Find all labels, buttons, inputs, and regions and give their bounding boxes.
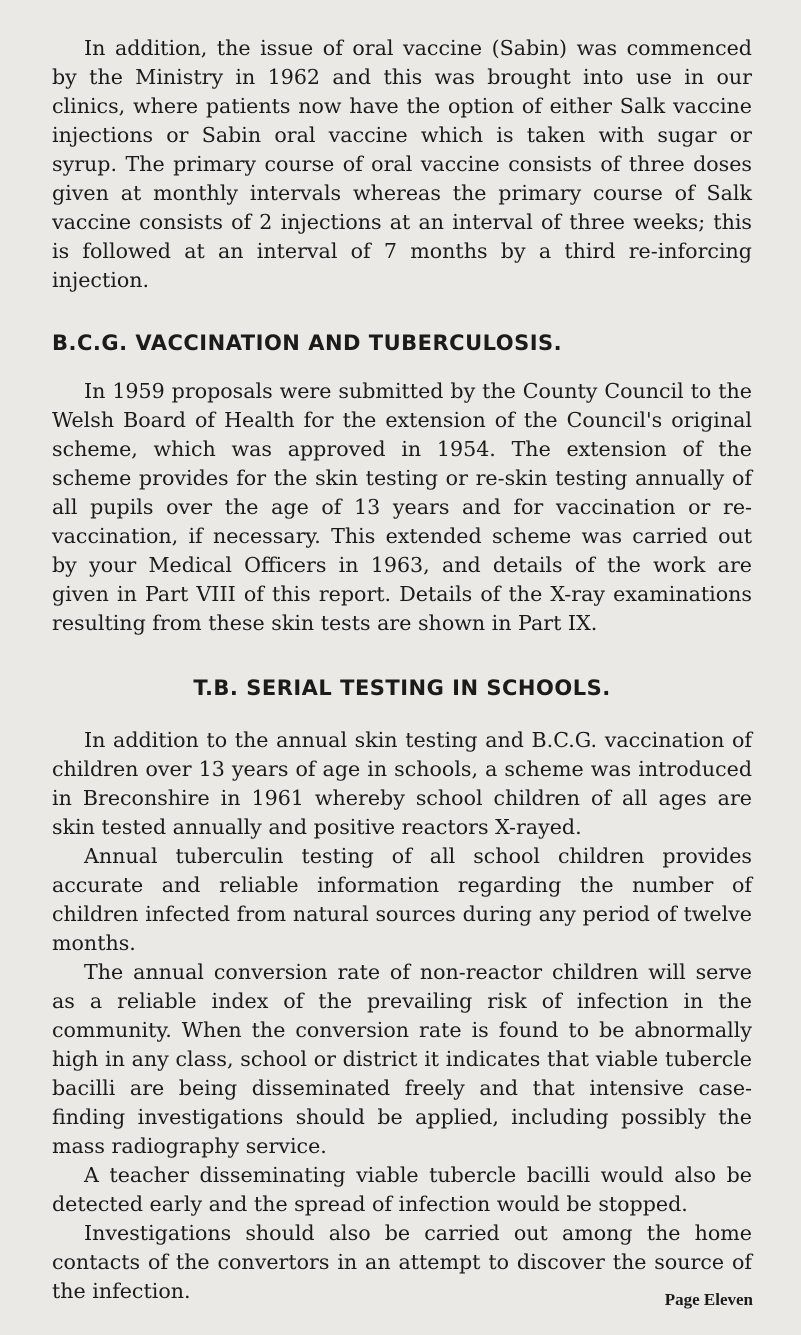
intro-paragraph: In addition, the issue of oral vaccine (Sabin) was commenced by the Ministry in 1962 and this was brought into use in our clinics, where patients now have the option of either Salk vaccine injections or Sabin oral vaccine which is taken with sugar or syrup. The primary course of oral vaccine consists of three doses given at monthly intervals whereas the primary course of Salk vaccine consists of 2 injections at an interval of three weeks; this is followed at an interval of 7 months by a third re-inforcing injection. bbox=[52, 36, 752, 292]
tb-paragraph: A teacher disseminating viable tubercle bacilli would also be detected early and the spread of infection would be stopped. bbox=[52, 1163, 752, 1216]
tb-paragraph: Annual tuberculin testing of all school children provides accurate and reliable information regarding the number of children infected from natural sources during any period of twelve months. bbox=[52, 844, 752, 955]
page-number-label: Page Eleven bbox=[664, 1290, 753, 1309]
tb-paragraph: In addition to the annual skin testing and B.C.G. vaccination of children over 13 years of age in schools, a scheme was introduced in Breconshire in 1961 whereby school children of all ages are skin tested annually and positive reactors X-rayed. bbox=[52, 728, 752, 839]
tb-paragraph: Investigations should also be carried out among the home contacts of the convertors in an attempt to discover the source of the infection. bbox=[52, 1221, 752, 1303]
section-heading-tb-serial-testing: T.B. SERIAL TESTING IN SCHOOLS. bbox=[193, 676, 611, 700]
tb-paragraph: The annual conversion rate of non-reactor children will serve as a reliable index of the prevailing risk of infection in the community. When the conversion rate is found to be abnormally high in any class, school or district it indicates that viable tubercle bacilli are being disseminated freely and that intensive case-finding investigations should be applied, including possibly the mass radiography service. bbox=[52, 960, 752, 1158]
section-heading-bcg: B.C.G. VACCINATION AND TUBERCULOSIS. bbox=[52, 331, 563, 355]
document-page bbox=[52, 34, 752, 1306]
bcg-paragraph: In 1959 proposals were submitted by the County Council to the Welsh Board of Health for the extension of the Council's original scheme, which was approved in 1954. The extension of the scheme provides for the skin testing or re-skin testing annually of all pupils over the age of 13 years and for vaccination or re-vaccination, if necessary. This extended scheme was carried out by your Medical Officers in 1963, and details of the work are given in Part VIII of this report. Details of the X-ray examinations resulting from these skin tests are shown in Part IX. bbox=[52, 379, 752, 635]
